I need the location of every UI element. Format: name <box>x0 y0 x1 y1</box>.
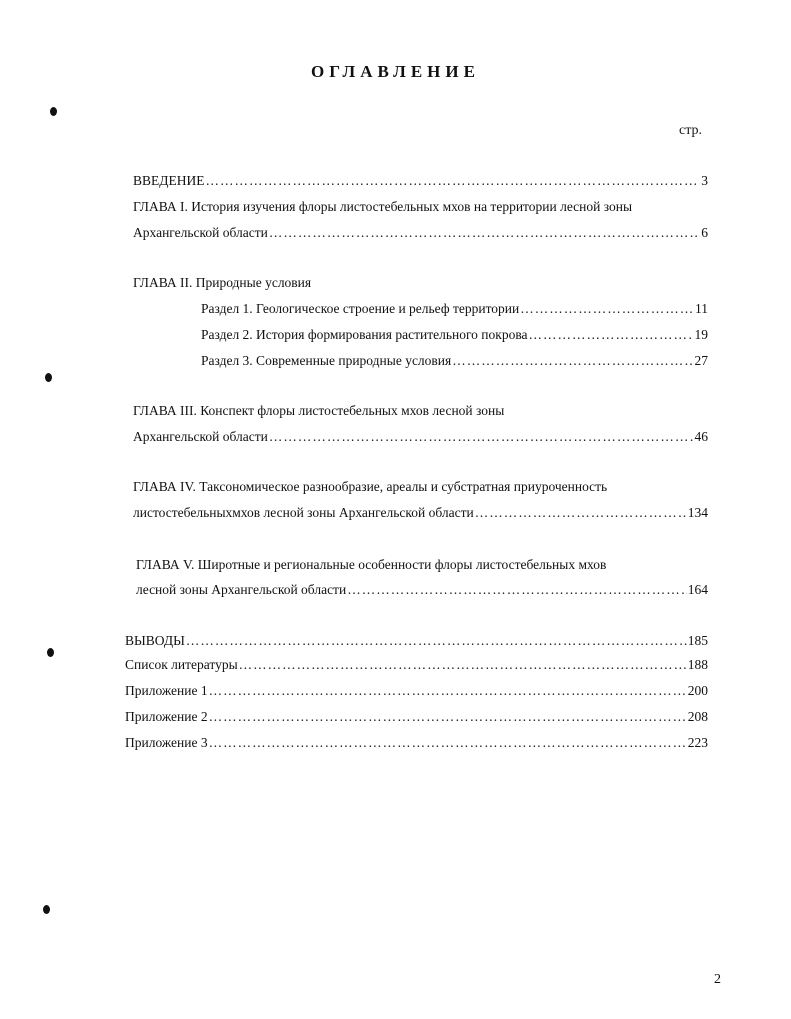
toc-entry-page: 6 <box>701 225 708 240</box>
leader-dots <box>239 656 687 674</box>
toc-entry-label: Раздел 1. Геологическое строение и рельеф территории <box>201 301 520 316</box>
toc-entry-appendix-2[interactable] <box>125 708 708 726</box>
toc-entry-label: Список литературы <box>125 657 238 672</box>
leader-dots <box>347 581 687 599</box>
toc-entry-ch3[interactable] <box>133 428 708 446</box>
toc-entry-page: 200 <box>687 683 708 698</box>
leader-dots <box>269 224 700 242</box>
toc-entry-ch5-line1[interactable]: ГЛАВА V. Широтные и региональные особенности флоры листостебельных мхов <box>136 557 607 572</box>
binder-mark <box>45 373 52 382</box>
toc-entry-ch2-s3[interactable] <box>201 352 708 370</box>
toc-entry-ch4-line1[interactable]: ГЛАВА IV. Таксономическое разнообразие, ареалы и субстратная приуроченность <box>133 479 608 494</box>
leader-dots <box>520 300 694 318</box>
toc-entry-label: Приложение 1 <box>125 683 208 698</box>
toc-entry-label: Раздел 2. История формирования растительного покрова <box>201 327 528 342</box>
toc-entry-page: 223 <box>687 735 708 750</box>
toc-entry-appendix-3[interactable] <box>125 734 708 752</box>
leader-dots <box>209 682 687 700</box>
toc-entry-intro[interactable] <box>133 172 708 190</box>
page-column-label: стр. <box>679 123 703 138</box>
binder-mark <box>50 107 57 116</box>
leader-dots <box>475 504 687 522</box>
toc-entry-conclusions[interactable] <box>125 632 708 650</box>
toc-entry-page: 134 <box>687 505 708 520</box>
toc-entry-appendix-1[interactable] <box>125 682 708 700</box>
toc-entry-label: Архангельской области <box>133 429 268 444</box>
toc-entry-literature[interactable] <box>125 656 708 674</box>
toc-entry-page: 208 <box>687 709 708 724</box>
toc-entry-ch2-s2[interactable] <box>201 326 708 344</box>
toc-entry-page: 46 <box>694 429 708 444</box>
leader-dots <box>452 352 693 370</box>
leader-dots <box>529 326 694 344</box>
toc-entry-page: 11 <box>695 301 708 316</box>
leader-dots <box>209 734 687 752</box>
leader-dots <box>186 632 687 650</box>
binder-mark <box>43 905 50 914</box>
toc-entry-page: 27 <box>694 353 708 368</box>
toc-entry-page: 185 <box>687 633 708 648</box>
toc-entry-label: Архангельской области <box>133 225 268 240</box>
toc-entry-ch1[interactable] <box>133 224 708 242</box>
toc-entry-label: Приложение 2 <box>125 709 208 724</box>
leader-dots <box>269 428 694 446</box>
page-number: 2 <box>714 972 721 987</box>
toc-entry-ch3-line1[interactable]: ГЛАВА III. Конспект флоры листостебельных мхов лесной зоны <box>133 403 505 418</box>
toc-entry-label: Приложение 3 <box>125 735 208 750</box>
toc-entry-ch5[interactable] <box>136 581 708 599</box>
toc-entry-page: 188 <box>687 657 708 672</box>
binder-mark <box>47 648 54 657</box>
toc-entry-ch1-line1[interactable]: ГЛАВА I. История изучения флоры листостебельных мхов на территории лесной зоны <box>133 199 633 214</box>
toc-entry-page: 19 <box>694 327 708 342</box>
leader-dots <box>205 172 700 190</box>
leader-dots <box>209 708 687 726</box>
toc-entry-label: ВВЕДЕНИЕ <box>133 173 205 188</box>
toc-entry-label: Раздел 3. Современные природные условия <box>201 353 452 368</box>
toc-entry-label: лесной зоны Архангельской области <box>136 582 347 597</box>
toc-entry-ch2[interactable]: ГЛАВА II. Природные условия <box>133 275 312 290</box>
toc-entry-ch2-s1[interactable] <box>201 300 708 318</box>
toc-entry-label: листостебельныхмхов лесной зоны Архангельской области <box>133 505 474 520</box>
toc-entry-page: 3 <box>701 173 708 188</box>
toc-entry-ch4[interactable] <box>133 504 708 522</box>
page-title: ОГЛАВЛЕНИЕ <box>311 62 480 81</box>
toc-entry-label: ВЫВОДЫ <box>125 633 185 648</box>
toc-entry-page: 164 <box>687 582 708 597</box>
